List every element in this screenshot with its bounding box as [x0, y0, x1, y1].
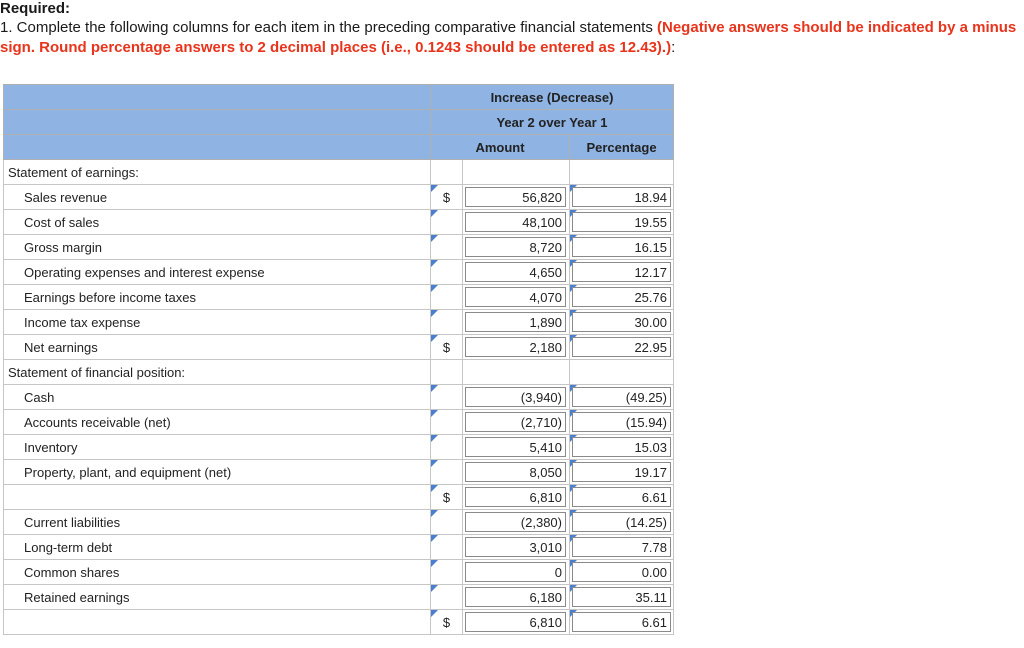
row-label: Inventory — [4, 435, 431, 460]
header-row-1 — [4, 85, 674, 110]
row-label: Property, plant, and equipment (net) — [4, 460, 431, 485]
amount-cell — [463, 510, 570, 535]
percentage-input[interactable]: 22.95 — [572, 337, 671, 357]
amount-input[interactable]: 4,070 — [465, 287, 566, 307]
table-row — [4, 410, 674, 435]
percentage-cell — [570, 535, 674, 560]
table-row — [4, 610, 674, 635]
table-row — [4, 485, 674, 510]
header-amount: Amount — [431, 135, 570, 160]
percentage-input[interactable]: 6.61 — [572, 612, 671, 632]
percentage-cell — [570, 335, 674, 360]
dollar-sign-cell[interactable] — [431, 210, 463, 235]
percentage-cell — [570, 185, 674, 210]
amount-input[interactable]: 6,180 — [465, 587, 566, 607]
percentage-cell — [570, 485, 674, 510]
row-label: Operating expenses and interest expense — [4, 260, 431, 285]
percentage-cell — [570, 360, 674, 385]
dropdown-marker-icon — [431, 210, 438, 217]
percentage-cell — [570, 460, 674, 485]
amount-cell — [463, 410, 570, 435]
table-row — [4, 385, 674, 410]
dollar-sign-cell — [431, 160, 463, 185]
instructions — [0, 18, 1024, 58]
table-row — [4, 360, 674, 385]
amount-cell — [463, 610, 570, 635]
row-label — [4, 485, 431, 510]
header-row-2 — [4, 110, 674, 135]
dollar-sign: $ — [442, 489, 451, 505]
header-percentage: Percentage — [570, 135, 674, 160]
amount-cell — [463, 260, 570, 285]
amount-input[interactable]: 48,100 — [465, 212, 566, 232]
dollar-sign-cell[interactable] — [431, 335, 463, 360]
amount-cell — [463, 435, 570, 460]
row-label: Accounts receivable (net) — [4, 410, 431, 435]
financial-table — [3, 84, 674, 635]
row-label: Cash — [4, 385, 431, 410]
dropdown-marker-icon — [431, 310, 438, 317]
dollar-sign-cell[interactable] — [431, 460, 463, 485]
amount-input[interactable]: 5,410 — [465, 437, 566, 457]
percentage-input[interactable]: (15.94) — [572, 412, 671, 432]
section-label: Statement of financial position: — [4, 360, 431, 385]
row-label: Cost of sales — [4, 210, 431, 235]
amount-input[interactable]: 8,050 — [465, 462, 566, 482]
dollar-sign-cell[interactable] — [431, 560, 463, 585]
percentage-input[interactable]: 30.00 — [572, 312, 671, 332]
instructions-plain: 1. Complete the following columns for each item in the preceding comparative financial statements — [0, 19, 658, 36]
section-label: Statement of earnings: — [4, 160, 431, 185]
percentage-input[interactable]: 25.76 — [572, 287, 671, 307]
table-row — [4, 535, 674, 560]
percentage-input[interactable]: 16.15 — [572, 237, 671, 257]
percentage-input[interactable]: 0.00 — [572, 562, 671, 582]
amount-cell — [463, 285, 570, 310]
amount-input[interactable]: 8,720 — [465, 237, 566, 257]
percentage-input[interactable]: 18.94 — [572, 187, 671, 207]
percentage-cell — [570, 285, 674, 310]
dropdown-marker-icon — [431, 610, 438, 617]
dropdown-marker-icon — [431, 410, 438, 417]
dollar-sign-cell[interactable] — [431, 435, 463, 460]
percentage-input[interactable]: 35.11 — [572, 587, 671, 607]
amount-cell — [463, 235, 570, 260]
dollar-sign-cell[interactable] — [431, 510, 463, 535]
dropdown-marker-icon — [431, 560, 438, 567]
dropdown-marker-icon — [431, 335, 438, 342]
dropdown-marker-icon — [431, 535, 438, 542]
amount-input[interactable]: 6,810 — [465, 487, 566, 507]
percentage-cell — [570, 510, 674, 535]
amount-input[interactable]: (3,940) — [465, 387, 566, 407]
table-row — [4, 510, 674, 535]
amount-cell — [463, 485, 570, 510]
amount-input[interactable]: 4,650 — [465, 262, 566, 282]
dollar-sign-cell[interactable] — [431, 260, 463, 285]
percentage-cell — [570, 210, 674, 235]
percentage-cell — [570, 235, 674, 260]
row-label: Current liabilities — [4, 510, 431, 535]
percentage-input[interactable]: 19.17 — [572, 462, 671, 482]
dollar-sign-cell — [431, 360, 463, 385]
table-row — [4, 160, 674, 185]
percentage-cell — [570, 585, 674, 610]
amount-cell — [463, 460, 570, 485]
required-heading: Required: — [0, 0, 71, 17]
row-label: Common shares — [4, 560, 431, 585]
amount-cell — [463, 335, 570, 360]
row-label: Long-term debt — [4, 535, 431, 560]
row-label: Earnings before income taxes — [4, 285, 431, 310]
amount-input[interactable]: (2,380) — [465, 512, 566, 532]
amount-input[interactable]: (2,710) — [465, 412, 566, 432]
dollar-sign-cell[interactable] — [431, 485, 463, 510]
dollar-sign-cell[interactable] — [431, 310, 463, 335]
dollar-sign-cell[interactable] — [431, 410, 463, 435]
percentage-cell — [570, 260, 674, 285]
table-row — [4, 260, 674, 285]
row-label: Retained earnings — [4, 585, 431, 610]
dropdown-marker-icon — [431, 435, 438, 442]
row-label: Sales revenue — [4, 185, 431, 210]
percentage-cell — [570, 560, 674, 585]
amount-input[interactable]: 6,810 — [465, 612, 566, 632]
amount-input[interactable]: 0 — [465, 562, 566, 582]
table-row — [4, 310, 674, 335]
table-row — [4, 560, 674, 585]
dollar-sign-cell[interactable] — [431, 185, 463, 210]
dropdown-marker-icon — [431, 485, 438, 492]
amount-cell — [463, 535, 570, 560]
dollar-sign: $ — [442, 339, 451, 355]
percentage-cell — [570, 410, 674, 435]
percentage-input[interactable]: 6.61 — [572, 487, 671, 507]
percentage-cell — [570, 610, 674, 635]
percentage-input[interactable]: 12.17 — [572, 262, 671, 282]
table-row — [4, 210, 674, 235]
percentage-input[interactable]: (49.25) — [572, 387, 671, 407]
amount-input[interactable]: 2,180 — [465, 337, 566, 357]
percentage-cell — [570, 310, 674, 335]
amount-cell — [463, 585, 570, 610]
instructions-tail: : — [671, 39, 676, 56]
table-row — [4, 285, 674, 310]
row-label: Net earnings — [4, 335, 431, 360]
table-row — [4, 235, 674, 260]
amount-input[interactable]: 1,890 — [465, 312, 566, 332]
dollar-sign-cell[interactable] — [431, 610, 463, 635]
table-row — [4, 185, 674, 210]
instructions-red: (Negative answers should be indicated by a minus sign. Round percentage answers to 2 decimal places (i.e., 0.1243 should be entered as 12.43).) — [0, 19, 1017, 56]
amount-cell — [463, 360, 570, 385]
dollar-sign-cell[interactable] — [431, 385, 463, 410]
dropdown-marker-icon — [431, 185, 438, 192]
percentage-input[interactable]: 19.55 — [572, 212, 671, 232]
dollar-sign: $ — [442, 614, 451, 630]
amount-input[interactable]: 3,010 — [465, 537, 566, 557]
amount-cell — [463, 560, 570, 585]
amount-cell — [463, 385, 570, 410]
percentage-cell — [570, 435, 674, 460]
row-label: Income tax expense — [4, 310, 431, 335]
amount-cell — [463, 185, 570, 210]
dollar-sign: $ — [442, 189, 451, 205]
amount-cell — [463, 310, 570, 335]
dollar-sign-cell[interactable] — [431, 535, 463, 560]
percentage-input[interactable]: (14.25) — [572, 512, 671, 532]
row-label: Gross margin — [4, 235, 431, 260]
dropdown-marker-icon — [431, 510, 438, 517]
table-row — [4, 435, 674, 460]
table-row — [4, 585, 674, 610]
amount-cell — [463, 210, 570, 235]
table-row — [4, 460, 674, 485]
dollar-sign-cell[interactable] — [431, 585, 463, 610]
dropdown-marker-icon — [431, 460, 438, 467]
percentage-cell — [570, 160, 674, 185]
dropdown-marker-icon — [431, 585, 438, 592]
amount-input[interactable]: 56,820 — [465, 187, 566, 207]
row-label — [4, 610, 431, 635]
dropdown-marker-icon — [431, 260, 438, 267]
dropdown-marker-icon — [431, 235, 438, 242]
dollar-sign-cell[interactable] — [431, 235, 463, 260]
header-increase-decrease: Increase (Decrease) — [431, 85, 674, 110]
dollar-sign-cell[interactable] — [431, 285, 463, 310]
percentage-input[interactable]: 15.03 — [572, 437, 671, 457]
table-row — [4, 335, 674, 360]
header-year-comparison: Year 2 over Year 1 — [431, 110, 674, 135]
dropdown-marker-icon — [431, 285, 438, 292]
percentage-input[interactable]: 7.78 — [572, 537, 671, 557]
dropdown-marker-icon — [431, 385, 438, 392]
amount-cell — [463, 160, 570, 185]
header-row-3 — [4, 135, 674, 160]
percentage-cell — [570, 385, 674, 410]
